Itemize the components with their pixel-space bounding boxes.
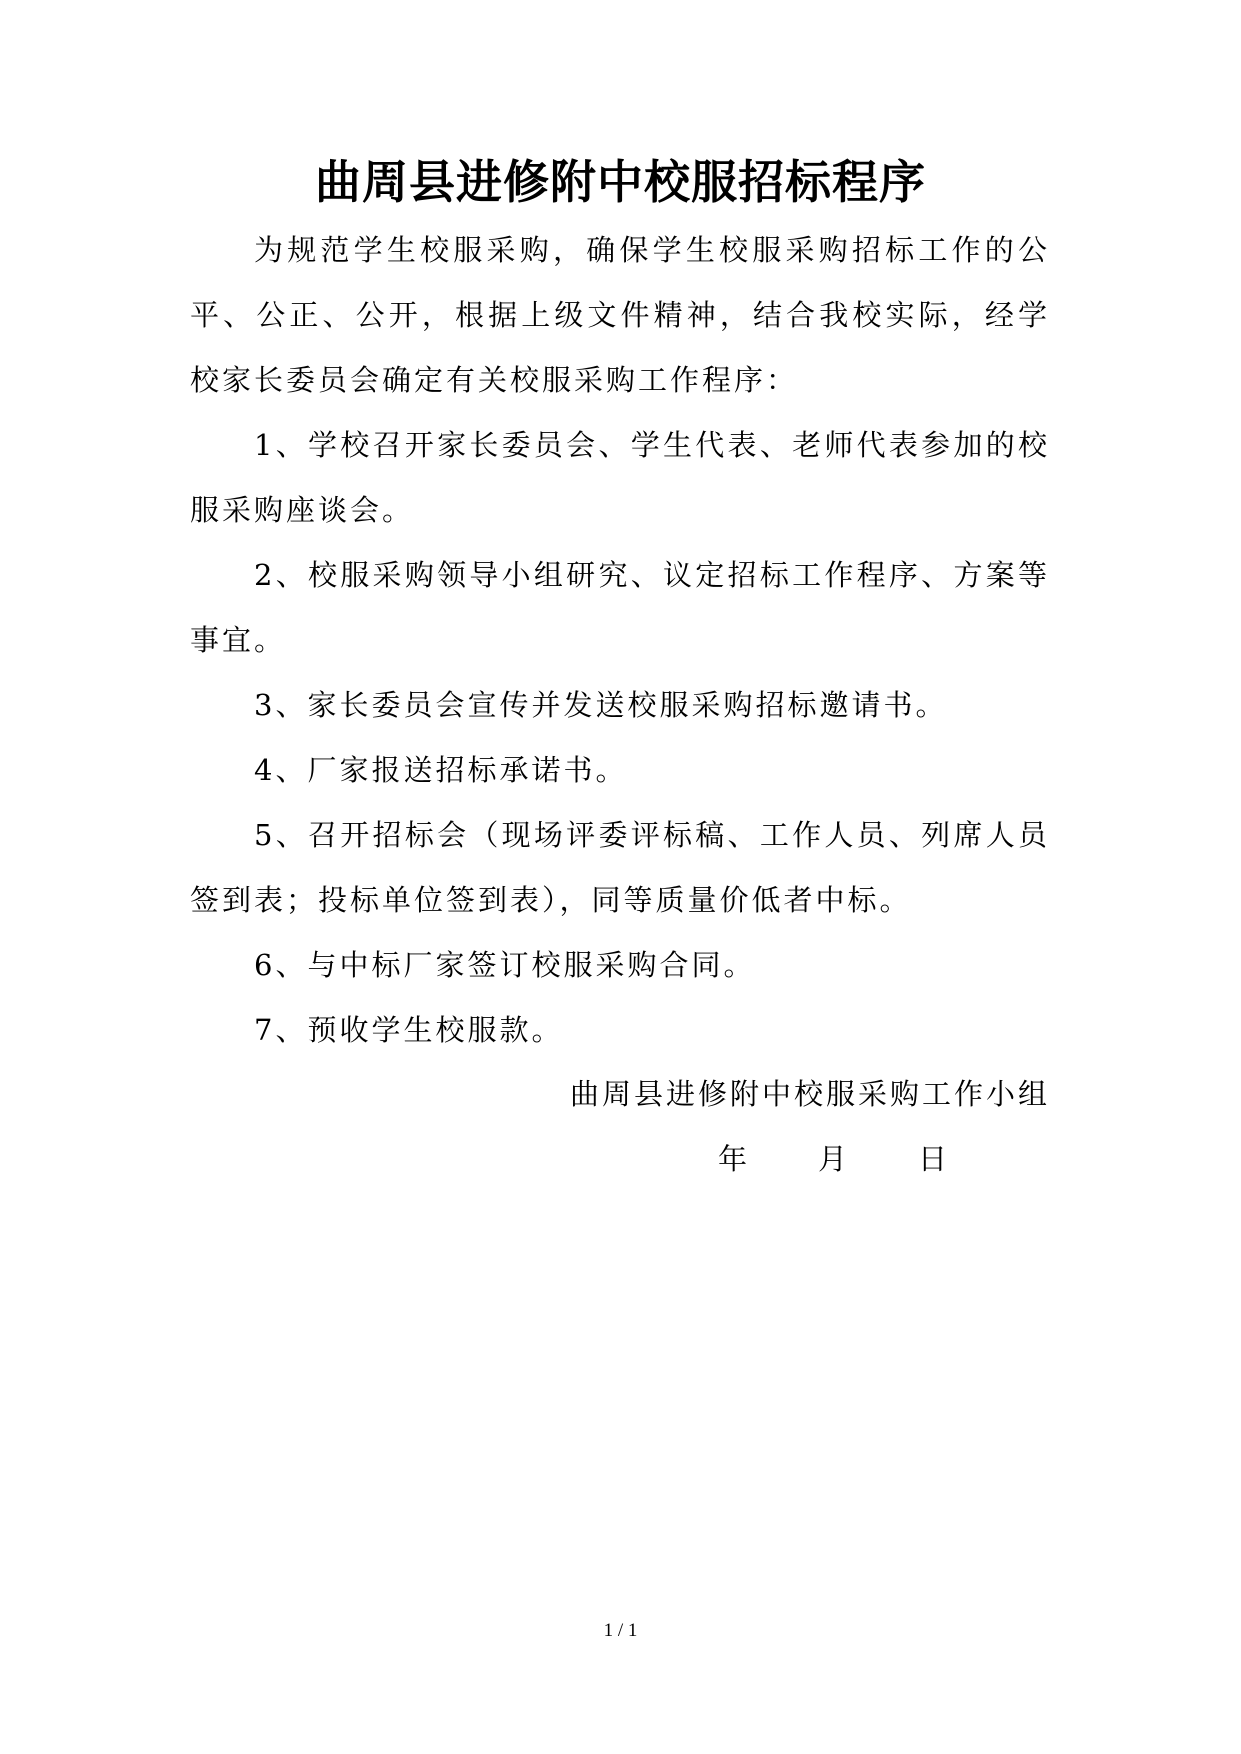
document-body bbox=[190, 218, 1050, 1063]
date-line bbox=[700, 1127, 960, 1192]
step-2-paragraph: 2、校服采购领导小组研究、议定招标工作程序、方案等事宜。 bbox=[190, 558, 1050, 657]
date-day-label: 日 bbox=[918, 1142, 948, 1176]
page-number: 1 / 1 bbox=[603, 1620, 638, 1641]
step-4-paragraph: 4、厂家报送招标承诺书。 bbox=[254, 753, 628, 787]
step-1-paragraph: 1、学校召开家长委员会、学生代表、老师代表参加的校服采购座谈会。 bbox=[190, 428, 1050, 527]
date-year-label: 年 bbox=[718, 1142, 748, 1176]
step-5-paragraph: 5、召开招标会（现场评委评标稿、工作人员、列席人员签到表；投标单位签到表），同等质量价低者中标。 bbox=[190, 818, 1050, 917]
date-month-label: 月 bbox=[818, 1142, 848, 1176]
document-title: 曲周县进修附中校服招标程序 bbox=[315, 155, 926, 209]
step-6-paragraph: 6、与中标厂家签订校服采购合同。 bbox=[254, 948, 756, 982]
step-7-paragraph: 7、预收学生校服款。 bbox=[254, 1013, 564, 1047]
signature-line: 曲周县进修附中校服采购工作小组 bbox=[569, 1077, 1050, 1111]
intro-paragraph: 为规范学生校服采购，确保学生校服采购招标工作的公平、公正、公开，根据上级文件精神，结合我校实际，经学校家长委员会确定有关校服采购工作程序： bbox=[190, 233, 1050, 397]
step-3-paragraph: 3、家长委员会宣传并发送校服采购招标邀请书。 bbox=[254, 688, 948, 722]
